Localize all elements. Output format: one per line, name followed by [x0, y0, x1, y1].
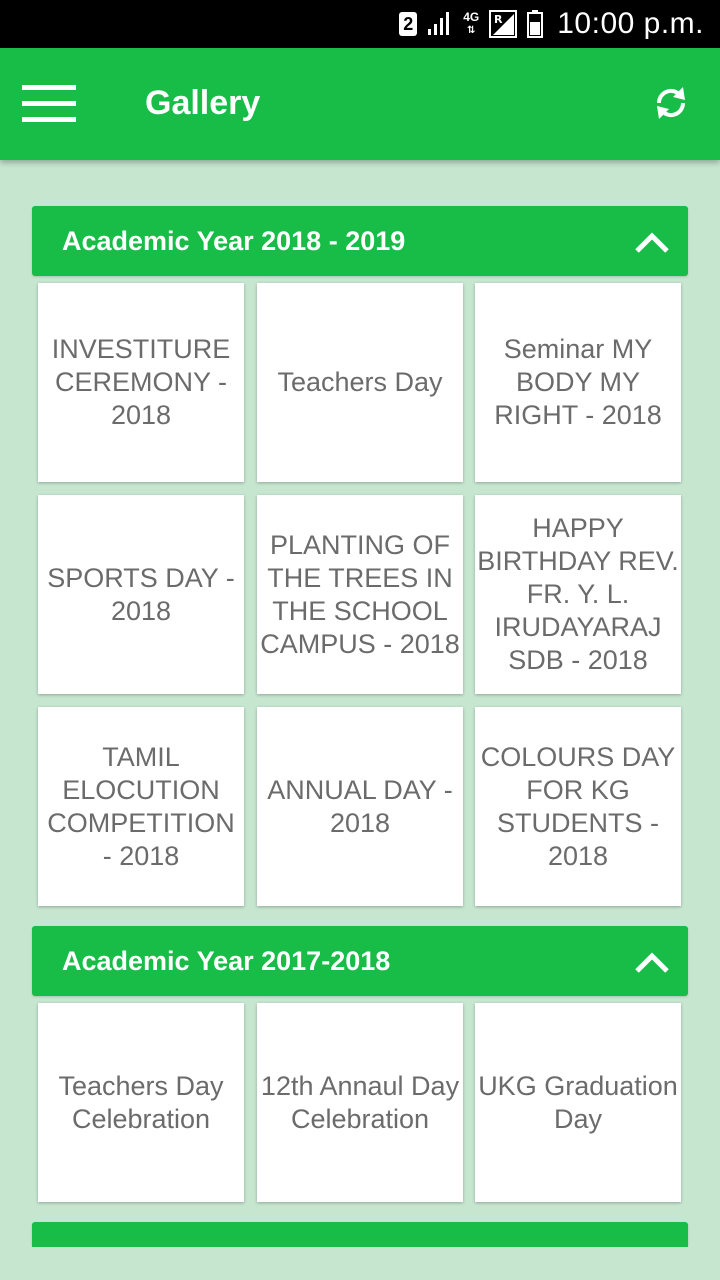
- gallery-card[interactable]: [257, 283, 463, 482]
- gallery-card-label: Seminar MY BODY MY RIGHT - 2018: [494, 334, 662, 430]
- refresh-button[interactable]: [652, 84, 690, 122]
- gallery-card-label: PLANTING OF THE TREES IN THE SCHOOL CAMPUS - 2018: [260, 529, 460, 659]
- gallery-card-label: Teachers Day Celebration: [58, 1070, 224, 1134]
- gallery-card[interactable]: [475, 495, 681, 694]
- gallery-card-label: ANNUAL DAY - 2018: [267, 774, 453, 838]
- scroll-edge: [0, 1247, 720, 1280]
- gallery-card-label: UKG Graduation Day: [478, 1070, 678, 1134]
- page-title: Gallery: [145, 84, 261, 122]
- gallery-card-label: 12th Annaul Day Celebration: [260, 1070, 460, 1134]
- section-title: Academic Year 2017-2018: [62, 945, 391, 976]
- gallery-card[interactable]: [38, 283, 244, 482]
- gallery-card-label: INVESTITURE CEREMONY - 2018: [51, 334, 231, 430]
- network-type: 4G ⇅: [463, 10, 480, 36]
- gallery-card[interactable]: [475, 283, 681, 482]
- section-title: Academic Year 2018 - 2019: [62, 225, 406, 256]
- gallery-card[interactable]: [38, 1003, 244, 1202]
- signal-roaming-icon: [489, 10, 517, 38]
- status-time: 10:00 p.m.: [557, 7, 704, 40]
- gallery-card[interactable]: [38, 707, 244, 906]
- menu-button[interactable]: [22, 85, 76, 123]
- section-header-next[interactable]: [32, 1222, 688, 1247]
- section-header-2018-2019[interactable]: [32, 206, 688, 276]
- gallery-card-label: Teachers Day: [277, 367, 443, 397]
- network-type-label: 4G: [463, 10, 480, 24]
- chevron-up-icon: [634, 224, 670, 260]
- gallery-card[interactable]: [257, 495, 463, 694]
- gallery-card-label: COLOURS DAY FOR KG STUDENTS - 2018: [480, 741, 676, 871]
- hamburger-menu-icon: [22, 85, 76, 122]
- gallery-card-label: HAPPY BIRTHDAY REV. FR. Y. L. IRUDAYARAJ SDB - 2018: [477, 513, 679, 675]
- sim-badge: 2: [399, 12, 417, 36]
- gallery-card[interactable]: [475, 707, 681, 906]
- gallery-card[interactable]: [38, 495, 244, 694]
- gallery-card-label: SPORTS DAY - 2018: [47, 562, 235, 626]
- roaming-label: R: [494, 13, 503, 26]
- gallery-card[interactable]: [257, 1003, 463, 1202]
- signal-icon: [427, 11, 453, 37]
- app-bar: [0, 48, 720, 160]
- status-bar: [0, 0, 720, 48]
- refresh-icon: [652, 84, 690, 122]
- gallery-card[interactable]: [257, 707, 463, 906]
- gallery-card[interactable]: [475, 1003, 681, 1202]
- battery-icon: [527, 10, 543, 38]
- gallery-card-label: TAMIL ELOCUTION COMPETITION - 2018: [47, 741, 235, 871]
- chevron-up-icon: [634, 944, 670, 980]
- section-header-2017-2018[interactable]: [32, 926, 688, 996]
